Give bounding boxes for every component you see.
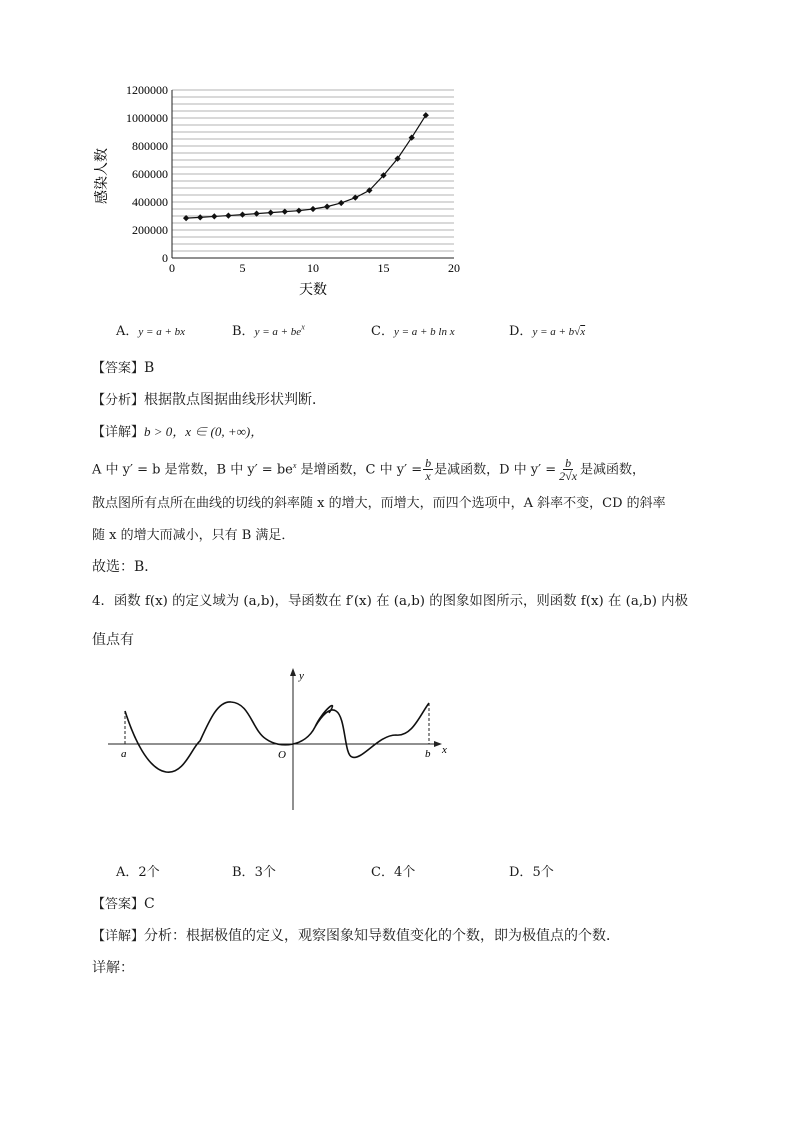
x-tick-label: 15 xyxy=(377,261,390,275)
x-tick-label: 5 xyxy=(239,261,246,275)
q4-option-a: A．2个 xyxy=(116,865,160,880)
data-point xyxy=(239,211,245,217)
q4-stem-line2: 值点有 xyxy=(92,632,134,648)
x-tick-label: 10 xyxy=(307,261,319,275)
q3-analysis: 【分析】根据散点图据曲线形状判断． xyxy=(92,392,327,408)
data-point xyxy=(338,200,344,206)
x-tick-label: 0 xyxy=(169,261,175,275)
data-point xyxy=(197,214,203,220)
y-tick-label: 400000 xyxy=(132,195,168,209)
a-label: a xyxy=(121,748,127,760)
q3-answer: 【答案】B xyxy=(92,360,155,376)
q3-detail-condition: 【详解】b > 0，x ∈ (0, +∞)， xyxy=(92,424,264,440)
q4-stem-line1: 4．函数 f(x) 的定义域为 (a,b)，导函数在 f′(x) 在 (a,b) 的图象如图所示，则函数 f(x) 在 (a,b) 内极 xyxy=(92,594,688,609)
data-point xyxy=(310,206,316,212)
derivative-graph xyxy=(100,665,460,815)
data-point xyxy=(268,210,274,216)
derivative-curve xyxy=(125,702,429,772)
y-tick-label: 600000 xyxy=(132,167,168,181)
y-tick-label: 800000 xyxy=(132,139,168,153)
x-tick-labels xyxy=(169,261,460,275)
q4-detail2: 详解： xyxy=(92,960,134,976)
y-tick-labels xyxy=(126,83,168,265)
q3-detail-line1: A 中 y′ = b 是常数，B 中 $y' = be^x$ 是增函数，C 中 y′ = $\frac{b}{x}$ 是减函数，D 中 y′ = $\frac{b}{2√x}$ 是减函数， xyxy=(92,456,646,484)
y-axis-label: 感染人数 xyxy=(94,148,110,204)
q4-option-b: B．3个 xyxy=(232,865,276,880)
data-point xyxy=(423,112,429,118)
data-point xyxy=(352,195,358,201)
y-tick-label: 0 xyxy=(162,251,168,265)
y-tick-label: 200000 xyxy=(132,223,168,237)
y-tick-label: 1200000 xyxy=(126,83,168,97)
y-tick-label: 1000000 xyxy=(126,111,168,125)
q4-detail: 【详解】分析：根据极值的定义，观察图象知导数值变化的个数，即为极值点的个数． xyxy=(92,928,621,944)
data-point xyxy=(282,209,288,215)
q3-option-c: C．y = a + b ln x xyxy=(371,324,455,339)
q3-detail-line3: 随 x 的增大而减小，只有 B 满足． xyxy=(92,528,295,543)
x-label: x xyxy=(442,744,447,756)
origin-label: O xyxy=(278,749,286,761)
q4-option-c: C．4个 xyxy=(371,865,416,880)
x-tick-label: 20 xyxy=(448,261,460,275)
data-point xyxy=(211,213,217,219)
y-axis-arrow xyxy=(290,668,296,676)
q4-answer: 【答案】C xyxy=(92,896,155,912)
infection-chart xyxy=(80,80,480,305)
q4-option-d: D．5个 xyxy=(509,865,554,880)
q3-option-a: A．y = a + bx xyxy=(116,324,186,339)
chart-grid xyxy=(172,90,454,251)
b-label: b xyxy=(425,748,431,760)
y-label: y xyxy=(299,670,304,682)
x-axis-label: 天数 xyxy=(299,282,327,298)
x-axis-arrow xyxy=(434,741,442,747)
data-point xyxy=(225,212,231,218)
q3-option-d: D．y = a + b√x xyxy=(509,324,586,339)
q3-detail-line2: 散点图所有点所在曲线的切线的斜率随 x 的增大，而增大，而四个选项中，A 斜率不变，CD 的斜率 xyxy=(92,496,666,511)
q3-choose: 故选：B． xyxy=(92,559,159,575)
q3-option-b: B．$y = a + be^x$ xyxy=(232,322,305,339)
data-point xyxy=(296,208,302,214)
